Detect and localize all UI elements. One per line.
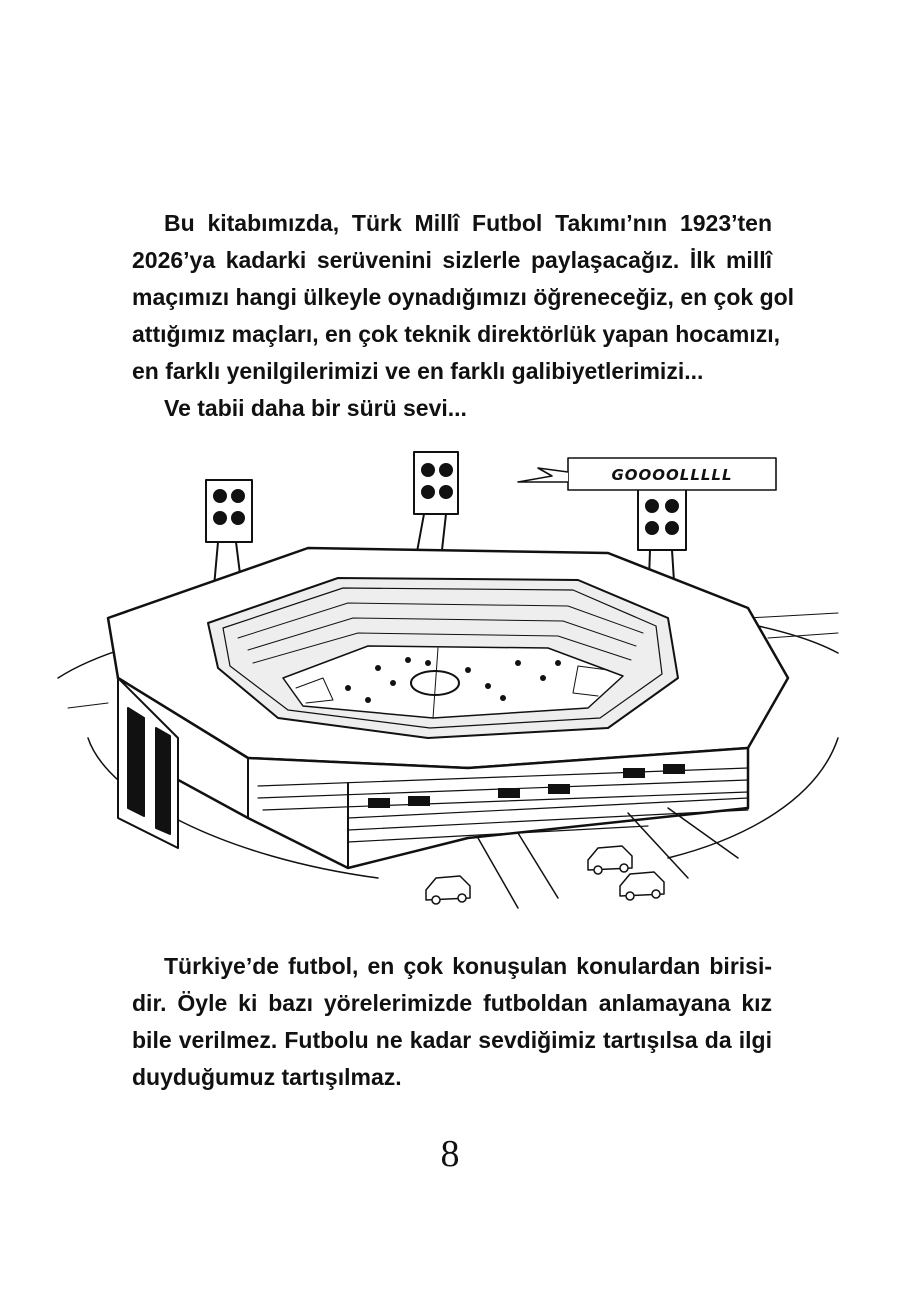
text-line: attığımız maçları, en çok teknik direktörlük yapan hocamızı,: [132, 321, 781, 347]
car: [426, 876, 470, 904]
text-line: 2026’ya kadarki serüvenini sizlerle paylaşacağız. İlk millî: [132, 247, 772, 273]
car: [620, 872, 664, 900]
car: [588, 846, 632, 874]
text-line: Türkiye’de futbol, en çok konuşulan konulardan birisi-: [164, 953, 772, 979]
outro-paragraph: [132, 948, 772, 1096]
text-line: duyduğumuz tartışılmaz.: [132, 1064, 402, 1090]
text-line: dir. Öyle ki bazı yörelerimizde futboldan anlamayana kız: [132, 990, 772, 1016]
stadium-illustration: [48, 438, 848, 918]
page-number: 8: [440, 1133, 460, 1175]
text-line: en farklı yenilgilerimizi ve en farklı galibiyetlerimizi...: [132, 358, 704, 384]
text-line: bile verilmez. Futbolu ne kadar sevdiğimiz tartışılsa da ilgi: [132, 1027, 772, 1053]
text-line: maçımızı hangi ülkeyle oynadığımızı öğreneceğiz, en çok gol: [132, 284, 795, 310]
intro-paragraph: [132, 205, 795, 427]
text-line: Bu kitabımızda, Türk Millî Futbol Takımı’nın 1923’ten: [164, 210, 772, 236]
speech-bubble-text: GOOOOLLLLL: [611, 466, 733, 484]
text-line: Ve tabii daha bir sürü sevi...: [164, 395, 467, 421]
